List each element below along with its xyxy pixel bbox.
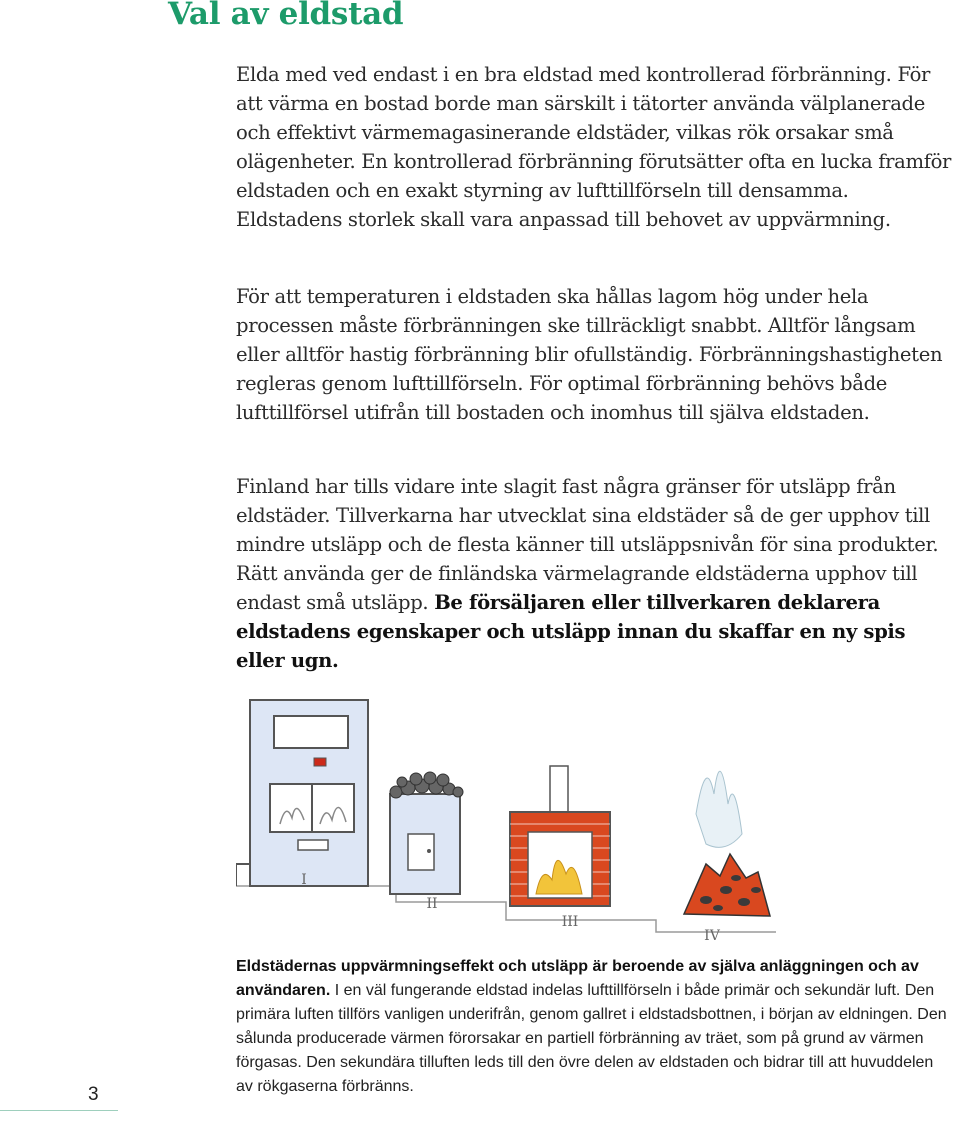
masonry-heater-icon: [236, 700, 368, 886]
page-number: 3: [88, 1084, 99, 1105]
paragraph-3-bold: Be försäljaren eller tillverkaren deklarera eldstadens egenskaper och utsläpp innan du skaffar en ny spis eller ugn.: [236, 591, 906, 672]
label-IV: IV: [704, 928, 720, 944]
caption-lead: Eldstädernas uppvärmningseffekt och utsläpp är beroende av själva anläggningen och av användaren.: [236, 958, 919, 999]
figure-caption: [236, 955, 954, 1099]
label-III: III: [561, 914, 579, 930]
sauna-stove-icon: [390, 772, 463, 894]
open-fireplace-icon: [510, 766, 610, 906]
paragraph-2: För att temperaturen i eldstaden ska hållas lagom hög under hela processen måste förbränningen ske tillräckligt snabbt. Alltför långsam eller alltför hastig förbränning blir ofullständig. Förbränningshastigheten regleras genom lufttillförseln. För optimal förbränning behövs både lufttillförsel utifrån till bostaden och inomhus till själva eldstaden.: [236, 285, 943, 424]
fireplace-illustration: [236, 694, 960, 944]
page-title: Val av eldstad: [168, 0, 404, 32]
paragraph-3: [236, 472, 958, 675]
caption-text: I en väl fungerande eldstad indelas lufttillförseln i både primär och sekundär luft. Den primära luften tillförs vanligen underifrån, genom gallret i eldstadsbottnen, i början av eldningen. Den sålunda producerade värmen förorsakar en partiell förbränning av träet, som på grund av värmen förgasas. Den sekundära tilluften leds till den övre delen av eldstaden och bidrar till att huvuddelen av rökgaserna förbränns.: [236, 982, 947, 1095]
paragraph-3-text: Finland har tills vidare inte slagit fast några gränser för utsläpp från eldstäder. Tillverkarna har utvecklat sina eldstäder så de ger upphov till mindre utsläpp och de flesta känner till utsläppsnivån för sina produkter. Rätt använda ger de finländska värmelagrande eldstäderna upphov till endast små utsläpp.: [236, 475, 939, 614]
page-number-rule: [0, 1110, 118, 1111]
paragraph-1: Elda med ved endast i en bra eldstad med kontrollerad förbränning. För att värma en bostad borde man särskilt i tätorter använda välplanerade och effektivt värmemagasinerande eldstäder, vilkas rök orsakar små olägenheter. En kontrollerad förbränning förutsätter ofta en lucka framför eldstaden och en exakt styrning av lufttillförseln till densamma. Eldstadens storlek skall vara anpassad till behovet av uppvärmning.: [236, 63, 952, 231]
label-II: II: [426, 896, 438, 912]
label-I: I: [301, 872, 307, 888]
campfire-icon: [684, 771, 770, 916]
